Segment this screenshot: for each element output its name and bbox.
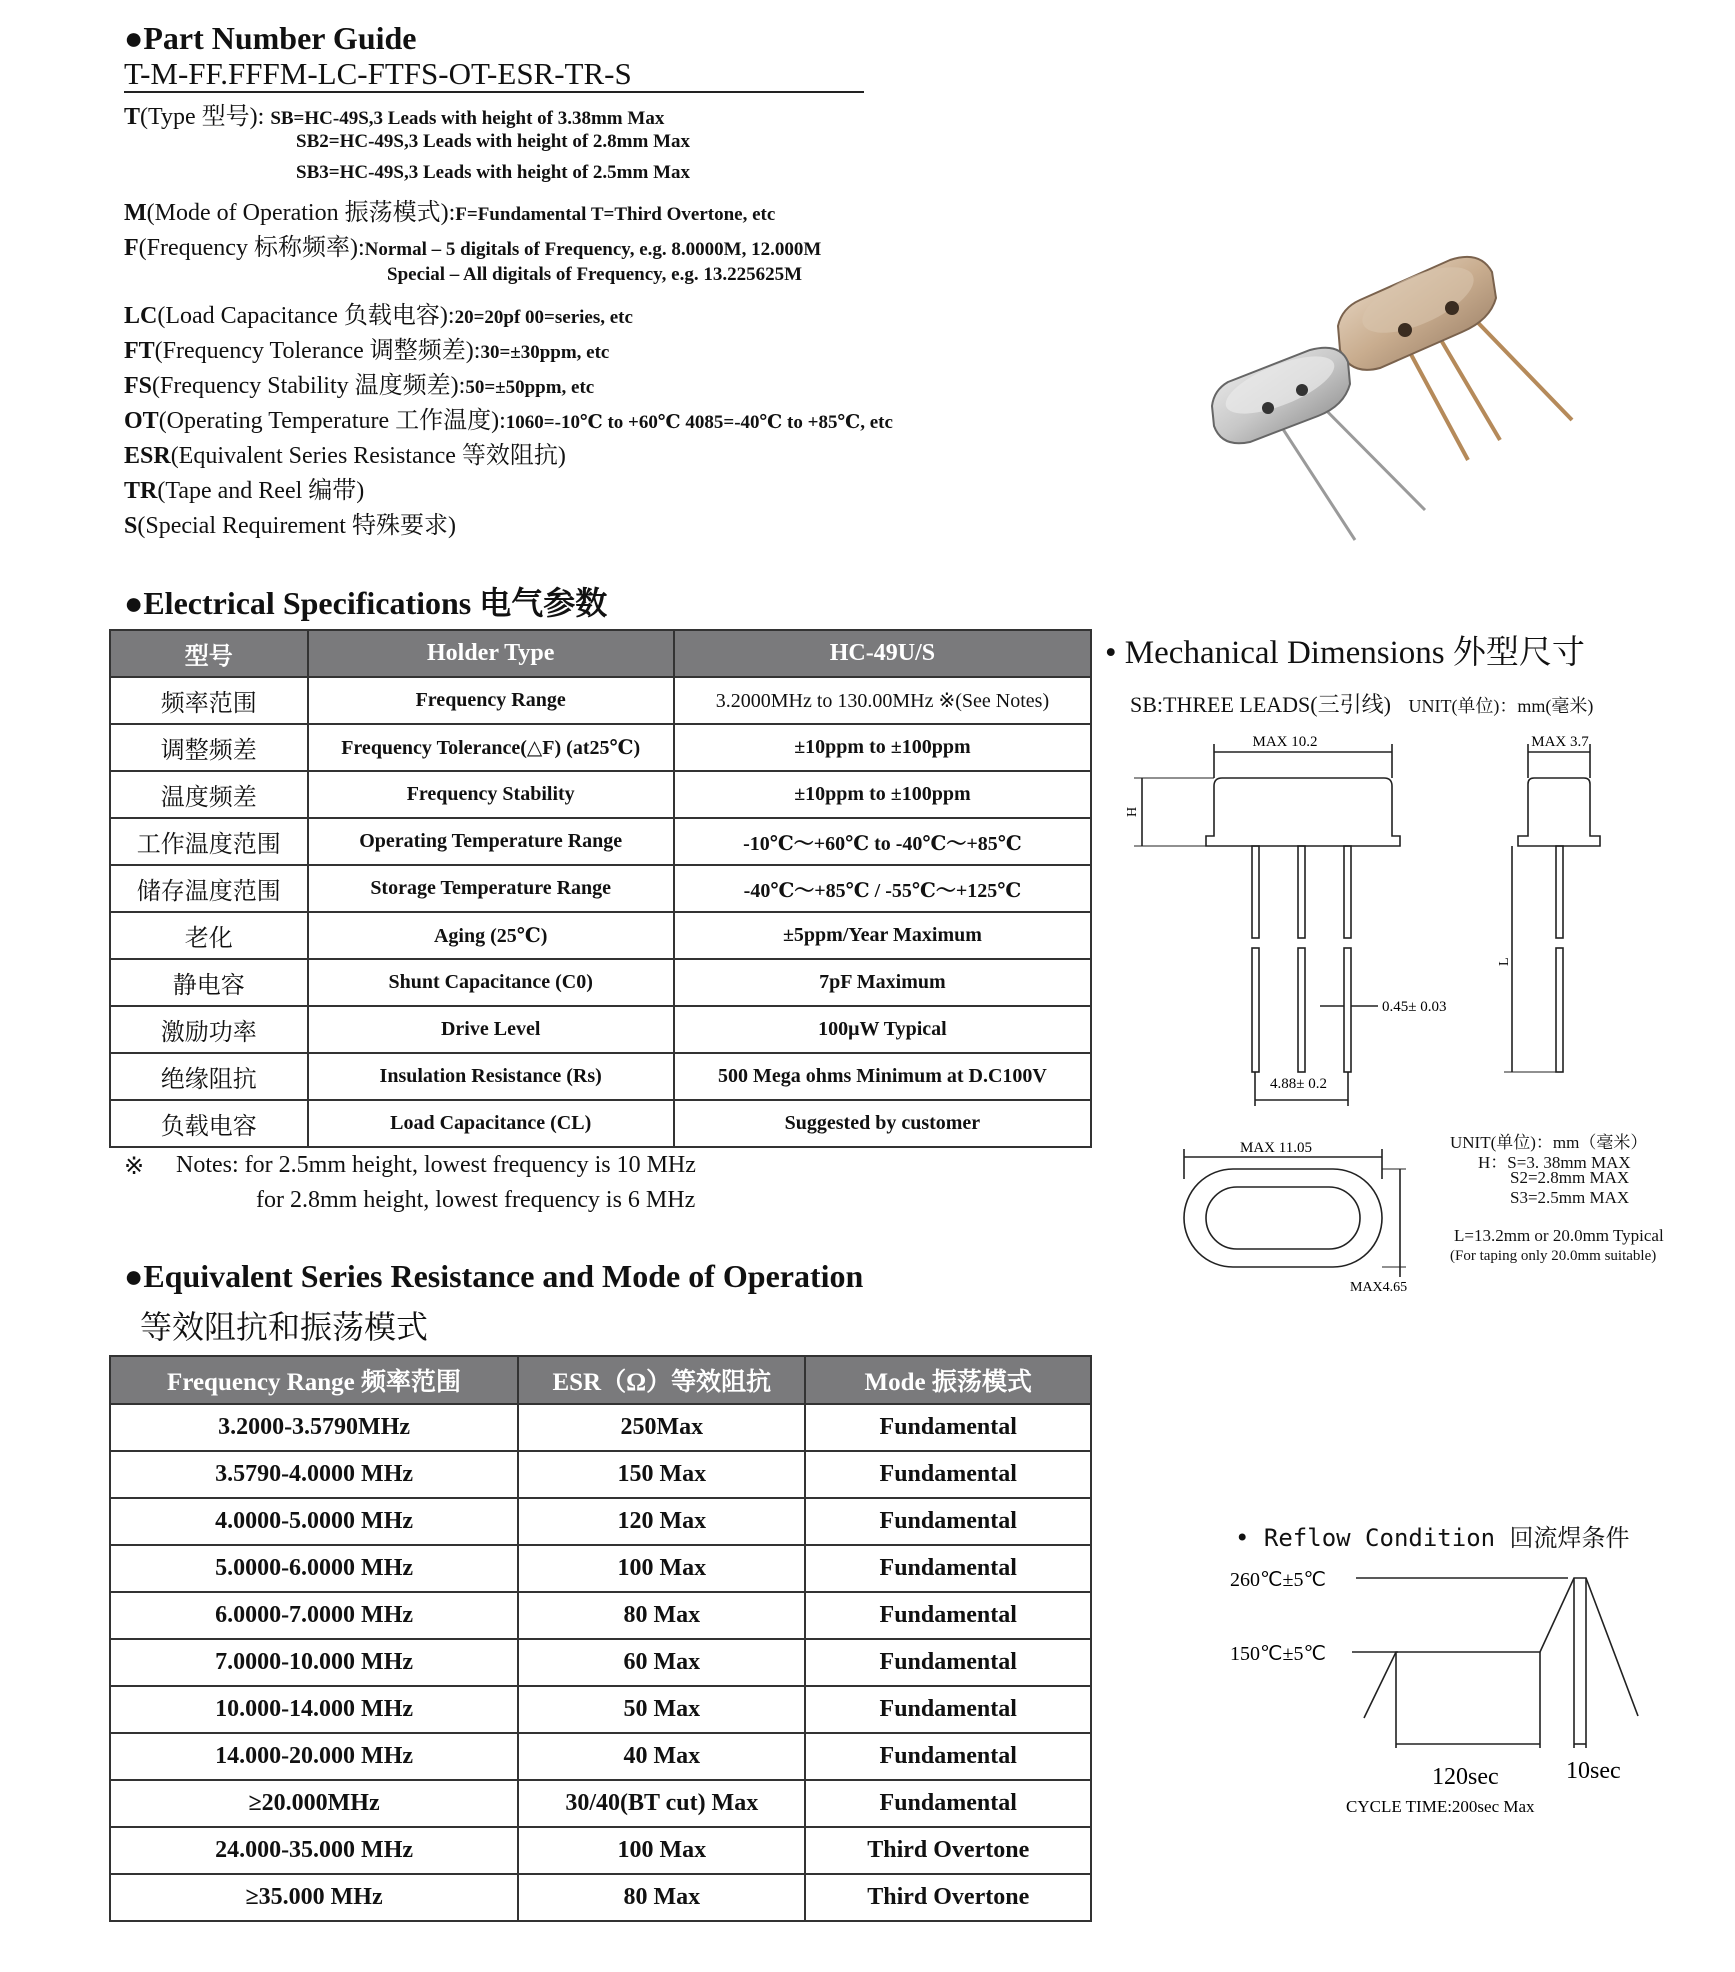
dim-lead-dia: 0.45± 0.03 bbox=[1382, 999, 1447, 1015]
table-row: 6.0000-7.0000 MHz 80 Max Fundamental bbox=[110, 1592, 1091, 1639]
table-row: 绝缘阻抗 Insulation Resistance (Rs) 500 Mega ohms Minimum at D.C100V bbox=[110, 1053, 1091, 1100]
dim-max-3-7: MAX 3.7 bbox=[1531, 734, 1589, 750]
dim-h: H bbox=[1125, 806, 1140, 817]
taping-note: (For taping only 20.0mm suitable) bbox=[1450, 1248, 1657, 1264]
part-guide-title: ●Part Number Guide bbox=[124, 20, 417, 56]
reflow-profile-chart bbox=[1230, 1548, 1660, 1818]
part-guide-row: LC(Load Capacitance 负载电容):20=20pf 00=series, etc bbox=[124, 303, 633, 329]
dim-l: L bbox=[1497, 957, 1512, 966]
table-row: 24.000-35.000 MHz 100 Max Third Overtone bbox=[110, 1827, 1091, 1874]
top-view-drawing bbox=[1170, 1135, 1430, 1295]
table-row: 储存温度范围 Storage Temperature Range -40℃～+85℃ / -55℃～+125℃ bbox=[110, 865, 1091, 912]
table-row: 静电容 Shunt Capacitance (C0) 7pF Maximum bbox=[110, 959, 1091, 1006]
part-guide-row: ESR(Equivalent Series Resistance 等效阻抗) bbox=[124, 443, 566, 469]
mechanical-subtitle: SB:THREE LEADS(三引线) UNIT(单位)：mm(毫米) bbox=[1130, 692, 1594, 717]
reflow-temp-low: 150℃±5℃ bbox=[1230, 1643, 1326, 1665]
part-guide-subrow: Special – All digitals of Frequency, e.g. 13.225625M bbox=[387, 264, 803, 285]
part-guide-row: FT(Frequency Tolerance 调整频差):30=±30ppm, etc bbox=[124, 338, 610, 364]
reflow-time-soak: 120sec bbox=[1432, 1764, 1499, 1790]
header-frequency-range: Frequency Range 频率范围 bbox=[110, 1356, 518, 1404]
table-row: 负载电容 Load Capacitance (CL) Suggested by customer bbox=[110, 1100, 1091, 1147]
header-hc49us: HC-49U/S bbox=[674, 630, 1091, 677]
table-row: 老化 Aging (25℃) ±5ppm/Year Maximum bbox=[110, 912, 1091, 959]
table-row: 14.000-20.000 MHz 40 Max Fundamental bbox=[110, 1733, 1091, 1780]
part-number-pattern: T-M-FF.FFFM-LC-FTFS-OT-ESR-TR-S bbox=[124, 56, 632, 91]
part-guide-subrow: SB3=HC-49S,3 Leads with height of 2.5mm Max bbox=[296, 162, 691, 183]
header-esr: ESR（Ω）等效阻抗 bbox=[518, 1356, 805, 1404]
dim-max-4-65: MAX4.65 bbox=[1350, 1280, 1408, 1295]
table-header-row bbox=[110, 1356, 1091, 1404]
table-row: 工作温度范围 Operating Temperature Range -10℃～+60℃ to -40℃～+85℃ bbox=[110, 818, 1091, 865]
table-row: 调整频差 Frequency Tolerance(△F) (at25℃) ±10ppm to ±100ppm bbox=[110, 724, 1091, 771]
h-note: H：S=3. 38mm MAX bbox=[1478, 1153, 1631, 1172]
reflow-title: • Reflow Condition 回流焊条件 bbox=[1235, 1524, 1630, 1552]
s2-note: S2=2.8mm MAX bbox=[1510, 1168, 1630, 1187]
table-row: 5.0000-6.0000 MHz 100 Max Fundamental bbox=[110, 1545, 1091, 1592]
reflow-time-peak: 10sec bbox=[1566, 1758, 1621, 1784]
part-guide-row: M(Mode of Operation 振荡模式):F=Fundamental T=Third Overtone, etc bbox=[124, 200, 776, 226]
part-guide-row: OT(Operating Temperature 工作温度):1060=-10℃ to +60℃ 4085=-40℃ to +85℃, etc bbox=[124, 408, 893, 434]
table-row: ≥35.000 MHz 80 Max Third Overtone bbox=[110, 1874, 1091, 1921]
pattern-underline bbox=[124, 91, 864, 93]
table-row: 温度频差 Frequency Stability ±10ppm to ±100ppm bbox=[110, 771, 1091, 818]
table-row: 10.000-14.000 MHz 50 Max Fundamental bbox=[110, 1686, 1091, 1733]
table-row: 频率范围 Frequency Range 3.2000MHz to 130.00MHz ※(See Notes) bbox=[110, 677, 1091, 724]
table-row: 激励功率 Drive Level 100μW Typical bbox=[110, 1006, 1091, 1053]
header-model: 型号 bbox=[110, 630, 308, 677]
notes-line-1: Notes: for 2.5mm height, lowest frequency is 10 MHz bbox=[176, 1152, 696, 1178]
esr-table bbox=[109, 1355, 1092, 1922]
part-guide-subrow: SB2=HC-49S,3 Leads with height of 2.8mm Max bbox=[296, 131, 691, 152]
crystal-product-photo bbox=[1200, 250, 1600, 550]
notes-line-2: for 2.8mm height, lowest frequency is 6 MHz bbox=[256, 1187, 696, 1213]
electrical-spec-table bbox=[109, 629, 1092, 1148]
reflow-temp-high: 260℃±5℃ bbox=[1230, 1569, 1326, 1591]
table-row: 3.2000-3.5790MHz 250Max Fundamental bbox=[110, 1404, 1091, 1451]
part-guide-row: T(Type 型号): SB=HC-49S,3 Leads with height of 3.38mm Max bbox=[124, 104, 665, 130]
unit-note: UNIT(单位)：mm（毫米） bbox=[1450, 1133, 1648, 1152]
dim-max-11-05: MAX 11.05 bbox=[1240, 1140, 1312, 1156]
electrical-title: ●Electrical Specifications 电气参数 bbox=[124, 585, 608, 621]
side-view-drawing bbox=[1490, 730, 1620, 1090]
notes-mark: ※ bbox=[124, 1154, 145, 1180]
reflow-cycle-time: CYCLE TIME:200sec Max bbox=[1346, 1797, 1535, 1816]
table-row: 4.0000-5.0000 MHz 120 Max Fundamental bbox=[110, 1498, 1091, 1545]
part-guide-row: FS(Frequency Stability 温度频差):50=±50ppm, etc bbox=[124, 373, 595, 399]
mechanical-title: • Mechanical Dimensions 外型尺寸 bbox=[1105, 635, 1585, 671]
esr-title: ●Equivalent Series Resistance and Mode of Operation bbox=[124, 1258, 864, 1294]
header-holder-type: Holder Type bbox=[308, 630, 674, 677]
l-note: L=13.2mm or 20.0mm Typical bbox=[1454, 1226, 1664, 1245]
s3-note: S3=2.5mm MAX bbox=[1510, 1188, 1630, 1207]
part-guide-row: F(Frequency 标称频率):Normal – 5 digitals of Frequency, e.g. 8.0000M, 12.000M bbox=[124, 235, 822, 261]
part-guide-row: S(Special Requirement 特殊要求) bbox=[124, 513, 456, 539]
dim-max-10-2: MAX 10.2 bbox=[1252, 734, 1318, 750]
esr-title-cn: 等效阻抗和振荡模式 bbox=[140, 1309, 429, 1345]
header-mode: Mode 振荡模式 bbox=[805, 1356, 1091, 1404]
table-header-row bbox=[110, 630, 1091, 677]
part-guide-row: TR(Tape and Reel 编带) bbox=[124, 478, 365, 504]
dim-pitch: 4.88± 0.2 bbox=[1270, 1076, 1327, 1092]
table-row: 3.5790-4.0000 MHz 150 Max Fundamental bbox=[110, 1451, 1091, 1498]
front-view-drawing bbox=[1120, 730, 1460, 1110]
table-row: 7.0000-10.000 MHz 60 Max Fundamental bbox=[110, 1639, 1091, 1686]
table-row: ≥20.000MHz 30/40(BT cut) Max Fundamental bbox=[110, 1780, 1091, 1827]
